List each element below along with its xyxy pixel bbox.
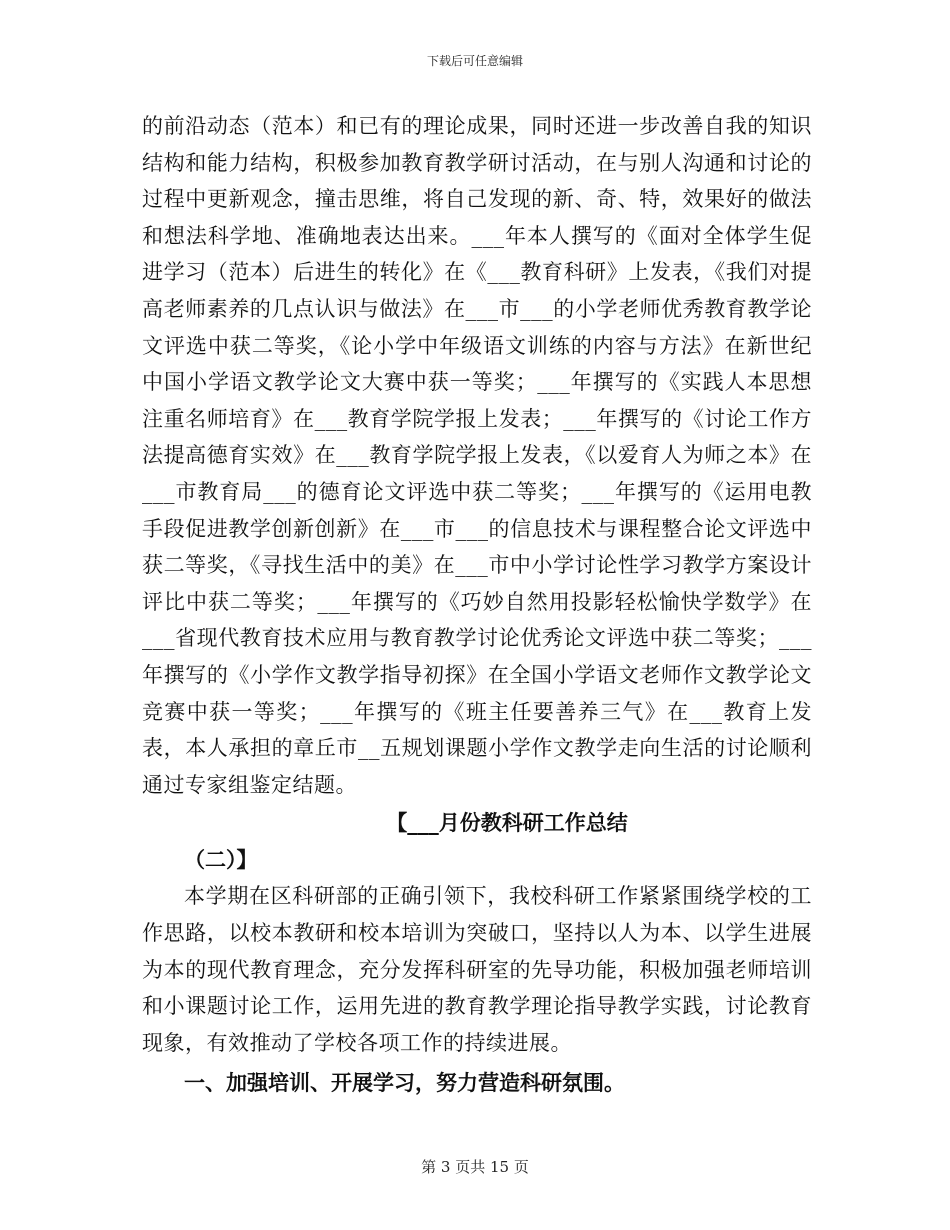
section-title-subtitle: （二）】 (184, 846, 258, 872)
section-title: 【___月份教科研工作总结 (386, 810, 628, 836)
body-paragraph-intro: 本学期在区科研部的正确引领下，我校科研工作紧紧围绕学校的工作思路，以校本教研和校本培训为突破口，坚持以人为本、以学生进展为本的现代教育理念，充分发挥科研室的先导功能，积极加强老师培训和小课题讨论工作，运用先进的教育教学理论指导教学实践，讨论教育现象，有效推动了学校各项工作的持续进展。 (142, 884, 812, 1055)
body-paragraph-continued: 的前沿动态（范本）和已有的理论成果，同时还进一步改善自我的知识结构和能力结构，积极参加教育教学研讨活动，在与别人沟通和讨论的过程中更新观念，撞击思维，将自己发现的新、奇、特，效果好的做法和想法科学地、准确地表达出来。___年本人撰写的《面对全体学生促进学习（范本）后进生的转化》在《___教育科研》上发表，《我们对提高老师素养的几点认识与做法》在___市___的小学老师优秀教育教学论文评选中获二等奖，《论小学中年级语文训练的内容与方法》在新世纪中国小学语文教学论文大赛中获一等奖；___年撰写的《实践人本思想注重名师培育》在___教育学院学报上发表；___年撰写的《讨论工作方法提高德育实效》在___教育学院学报上发表，《以爱育人为师之本》在___市教育局___的德育论文评选中获二等奖；___年撰写的《运用电教手段促进教学创新创新》在___市___的信息技术与课程整合论文评选中获二等奖，《寻找生活中的美》在___市中小学讨论性学习教学方案设计评比中获二等奖；___年撰写的《巧妙自然用投影轻松愉快学数学》在___省现代教育技术应用与教育教学讨论优秀论文评选中获二等奖；___年撰写的《小学作文教学指导初探》在全国小学语文老师作文教学论文竞赛中获一等奖；___年撰写的《班主任要善养三气》在___教育上发表，本人承担的章丘市__五规划课题小学作文教学走向生活的讨论顺利通过专家组鉴定结题。 (142, 114, 812, 797)
document-body (142, 108, 812, 1102)
page-header: 下载后可任意编辑 (426, 54, 523, 68)
heading-level-one: 一、加强培训、开展学习，努力营造科研氛围。 (184, 1070, 625, 1096)
page-number-footer: 第 3 页共 15 页 (421, 1158, 529, 1176)
